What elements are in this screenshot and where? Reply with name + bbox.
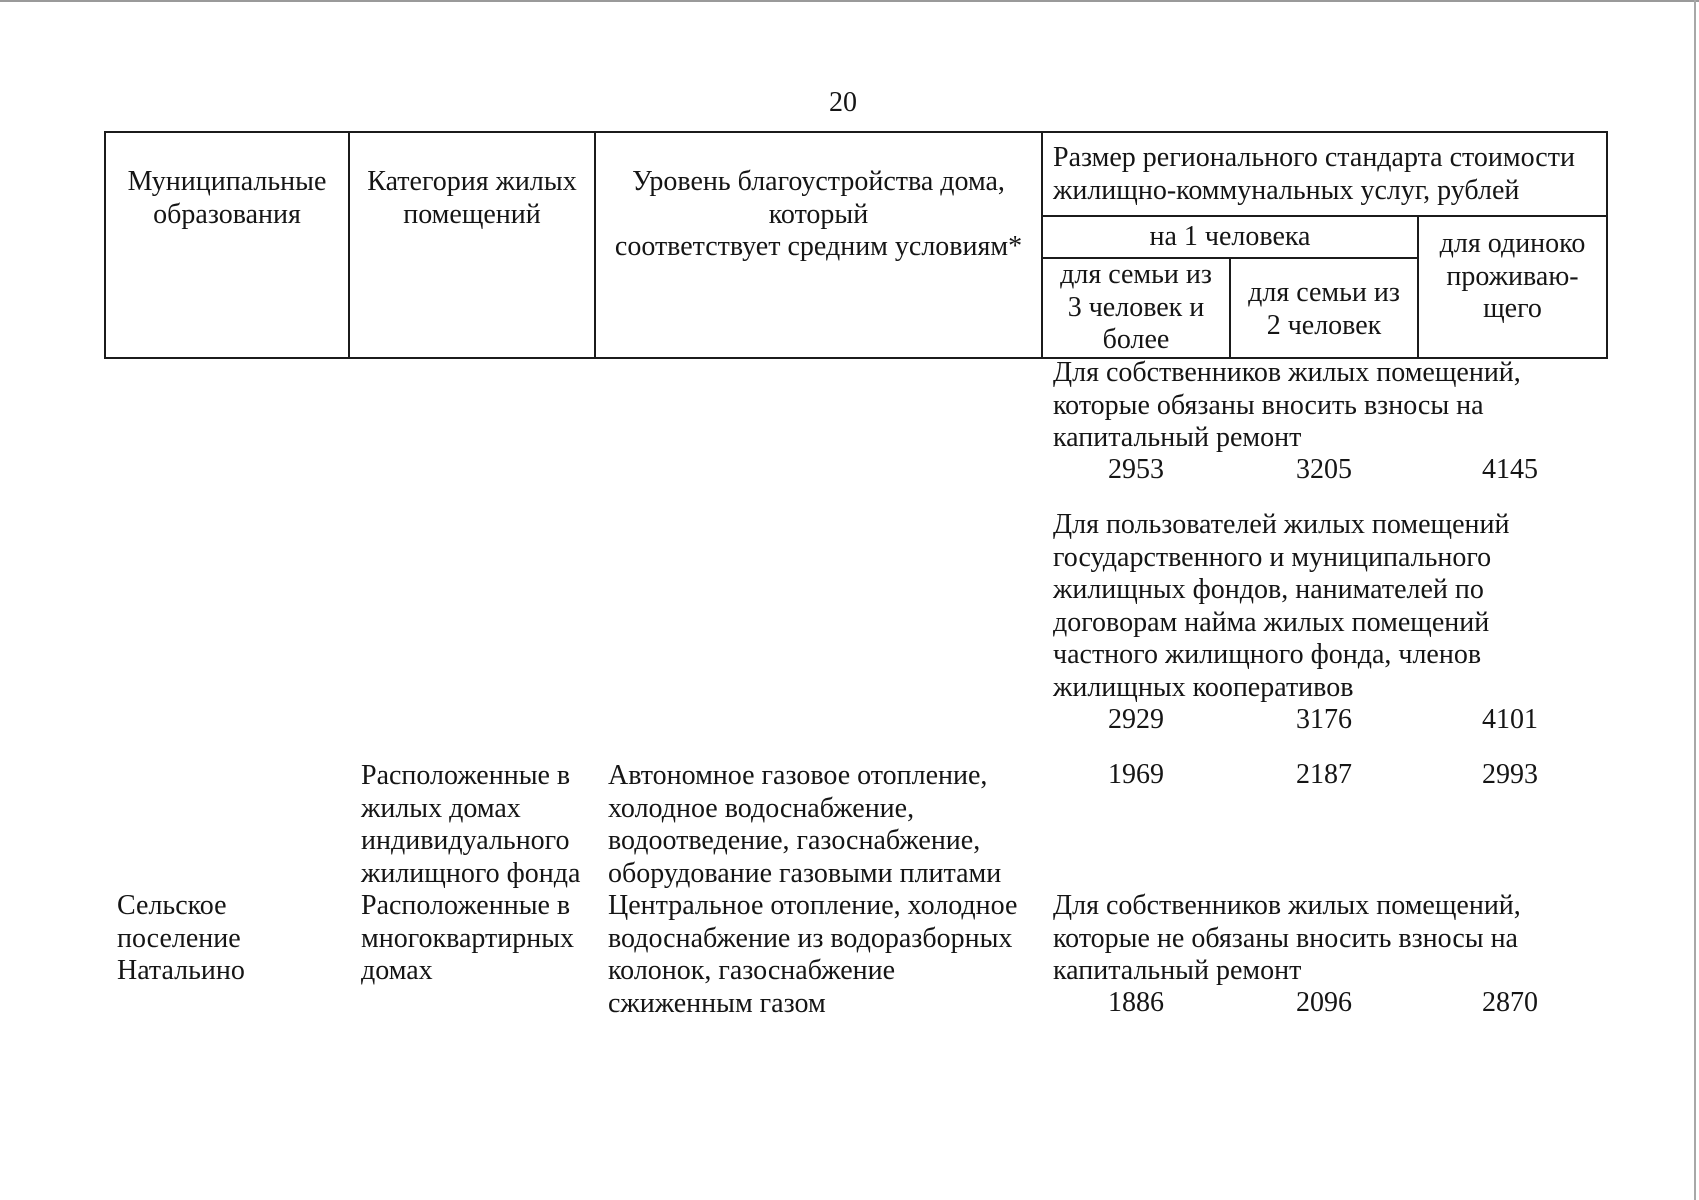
header-municipality [105, 166, 349, 231]
value-family3: 1886 [1108, 987, 1164, 1018]
header-single-line: щего [1483, 293, 1542, 325]
header-family2-line: 2 человек [1266, 309, 1382, 341]
category-line: жилищного фонда [361, 857, 581, 889]
header-family2-line: для семьи из [1248, 277, 1400, 308]
header-municipality-line: образования [153, 198, 301, 230]
note-line: жилищных фондов, нанимателей по [1053, 574, 1484, 606]
page-number: 20 [829, 87, 857, 118]
note-line: Для собственников жилых помещений, [1053, 890, 1521, 921]
level-line: сжиженным газом [608, 987, 826, 1019]
header-level-line: который [768, 198, 869, 230]
level-line: водоснабжение из водоразборных [608, 922, 1013, 954]
row-divider [1042, 215, 1607, 217]
scan-edge-right [1694, 0, 1696, 1200]
value-family2: 3176 [1296, 704, 1352, 735]
municipality-line: Сельское [117, 890, 227, 921]
municipality-line: поселение [117, 922, 241, 954]
value-single: 4101 [1482, 704, 1538, 735]
note-owners-not-obliged [1053, 890, 1521, 988]
header-per-person [1042, 221, 1418, 254]
header-single [1418, 228, 1607, 326]
municipality-natalino [117, 890, 245, 988]
value-family3: 2929 [1108, 704, 1164, 735]
category-apartment-buildings [361, 890, 574, 988]
value-family3: 2953 [1108, 454, 1164, 485]
header-category-line: Категория жилых [367, 166, 577, 197]
note-users [1053, 509, 1509, 705]
category-line: Расположенные в [361, 760, 571, 791]
header-standard [1053, 142, 1603, 207]
category-line: индивидуального [361, 825, 570, 857]
value-single: 4145 [1482, 454, 1538, 485]
header-category [349, 166, 595, 231]
value-family2: 2187 [1296, 759, 1352, 790]
note-line: жилищных кооперативов [1053, 671, 1354, 703]
header-family2 [1230, 277, 1418, 342]
note-line: частного жилищного фонда, членов [1053, 639, 1482, 671]
category-line: Расположенные в [361, 890, 571, 921]
header-single-line: проживаю- [1446, 260, 1579, 292]
header-single-line: для одиноко [1439, 228, 1586, 259]
header-level-line: соответствует средним условиям* [614, 231, 1023, 263]
level-apartment-buildings [608, 890, 1017, 1020]
value-family3: 1969 [1108, 759, 1164, 790]
note-line: которые обязаны вносить взносы на [1053, 389, 1484, 421]
level-line: холодное водоснабжение, [608, 792, 915, 824]
note-line: государственного и муниципального [1053, 541, 1492, 573]
header-standard-line: жилищно-коммунальных услуг, рублей [1053, 174, 1520, 206]
category-individual-houses [361, 760, 580, 890]
header-municipality-line: Муниципальные [127, 166, 327, 197]
note-line: договорам найма жилых помещений [1053, 606, 1490, 638]
note-line: капитальный ремонт [1053, 422, 1302, 454]
value-family2: 2096 [1296, 987, 1352, 1018]
note-line: капитальный ремонт [1053, 955, 1302, 987]
value-family2: 3205 [1296, 454, 1352, 485]
category-line: домах [361, 955, 433, 987]
header-per-person-line: на 1 человека [1149, 221, 1311, 252]
note-line: Для пользователей жилых помещений [1053, 509, 1510, 540]
scan-edge-top [0, 0, 1699, 2]
municipality-line: Натальино [117, 955, 245, 987]
level-line: колонок, газоснабжение [608, 955, 896, 987]
level-individual-houses [608, 760, 1001, 890]
note-line: которые не обязаны вносить взносы на [1053, 922, 1518, 954]
category-line: жилых домах [361, 792, 521, 824]
level-line: Центральное отопление, холодное [608, 890, 1018, 921]
category-line: многоквартирных [361, 922, 575, 954]
level-line: водоотведение, газоснабжение, [608, 825, 981, 857]
note-line: Для собственников жилых помещений, [1053, 357, 1521, 388]
header-level [595, 166, 1042, 264]
header-level-line: Уровень благоустройства дома, [632, 166, 1005, 197]
header-category-line: помещений [403, 198, 541, 230]
header-standard-line: Размер регионального стандарта стоимости [1053, 142, 1575, 173]
header-family3 [1042, 259, 1230, 357]
header-family3-line: 3 человек и [1067, 291, 1205, 323]
header-family3-line: более [1102, 324, 1170, 356]
value-single: 2870 [1482, 987, 1538, 1018]
note-owners-obliged [1053, 357, 1521, 455]
level-line: оборудование газовыми плитами [608, 857, 1002, 889]
header-family3-line: для семьи из [1060, 259, 1212, 290]
value-single: 2993 [1482, 759, 1538, 790]
level-line: Автономное газовое отопление, [608, 760, 988, 791]
